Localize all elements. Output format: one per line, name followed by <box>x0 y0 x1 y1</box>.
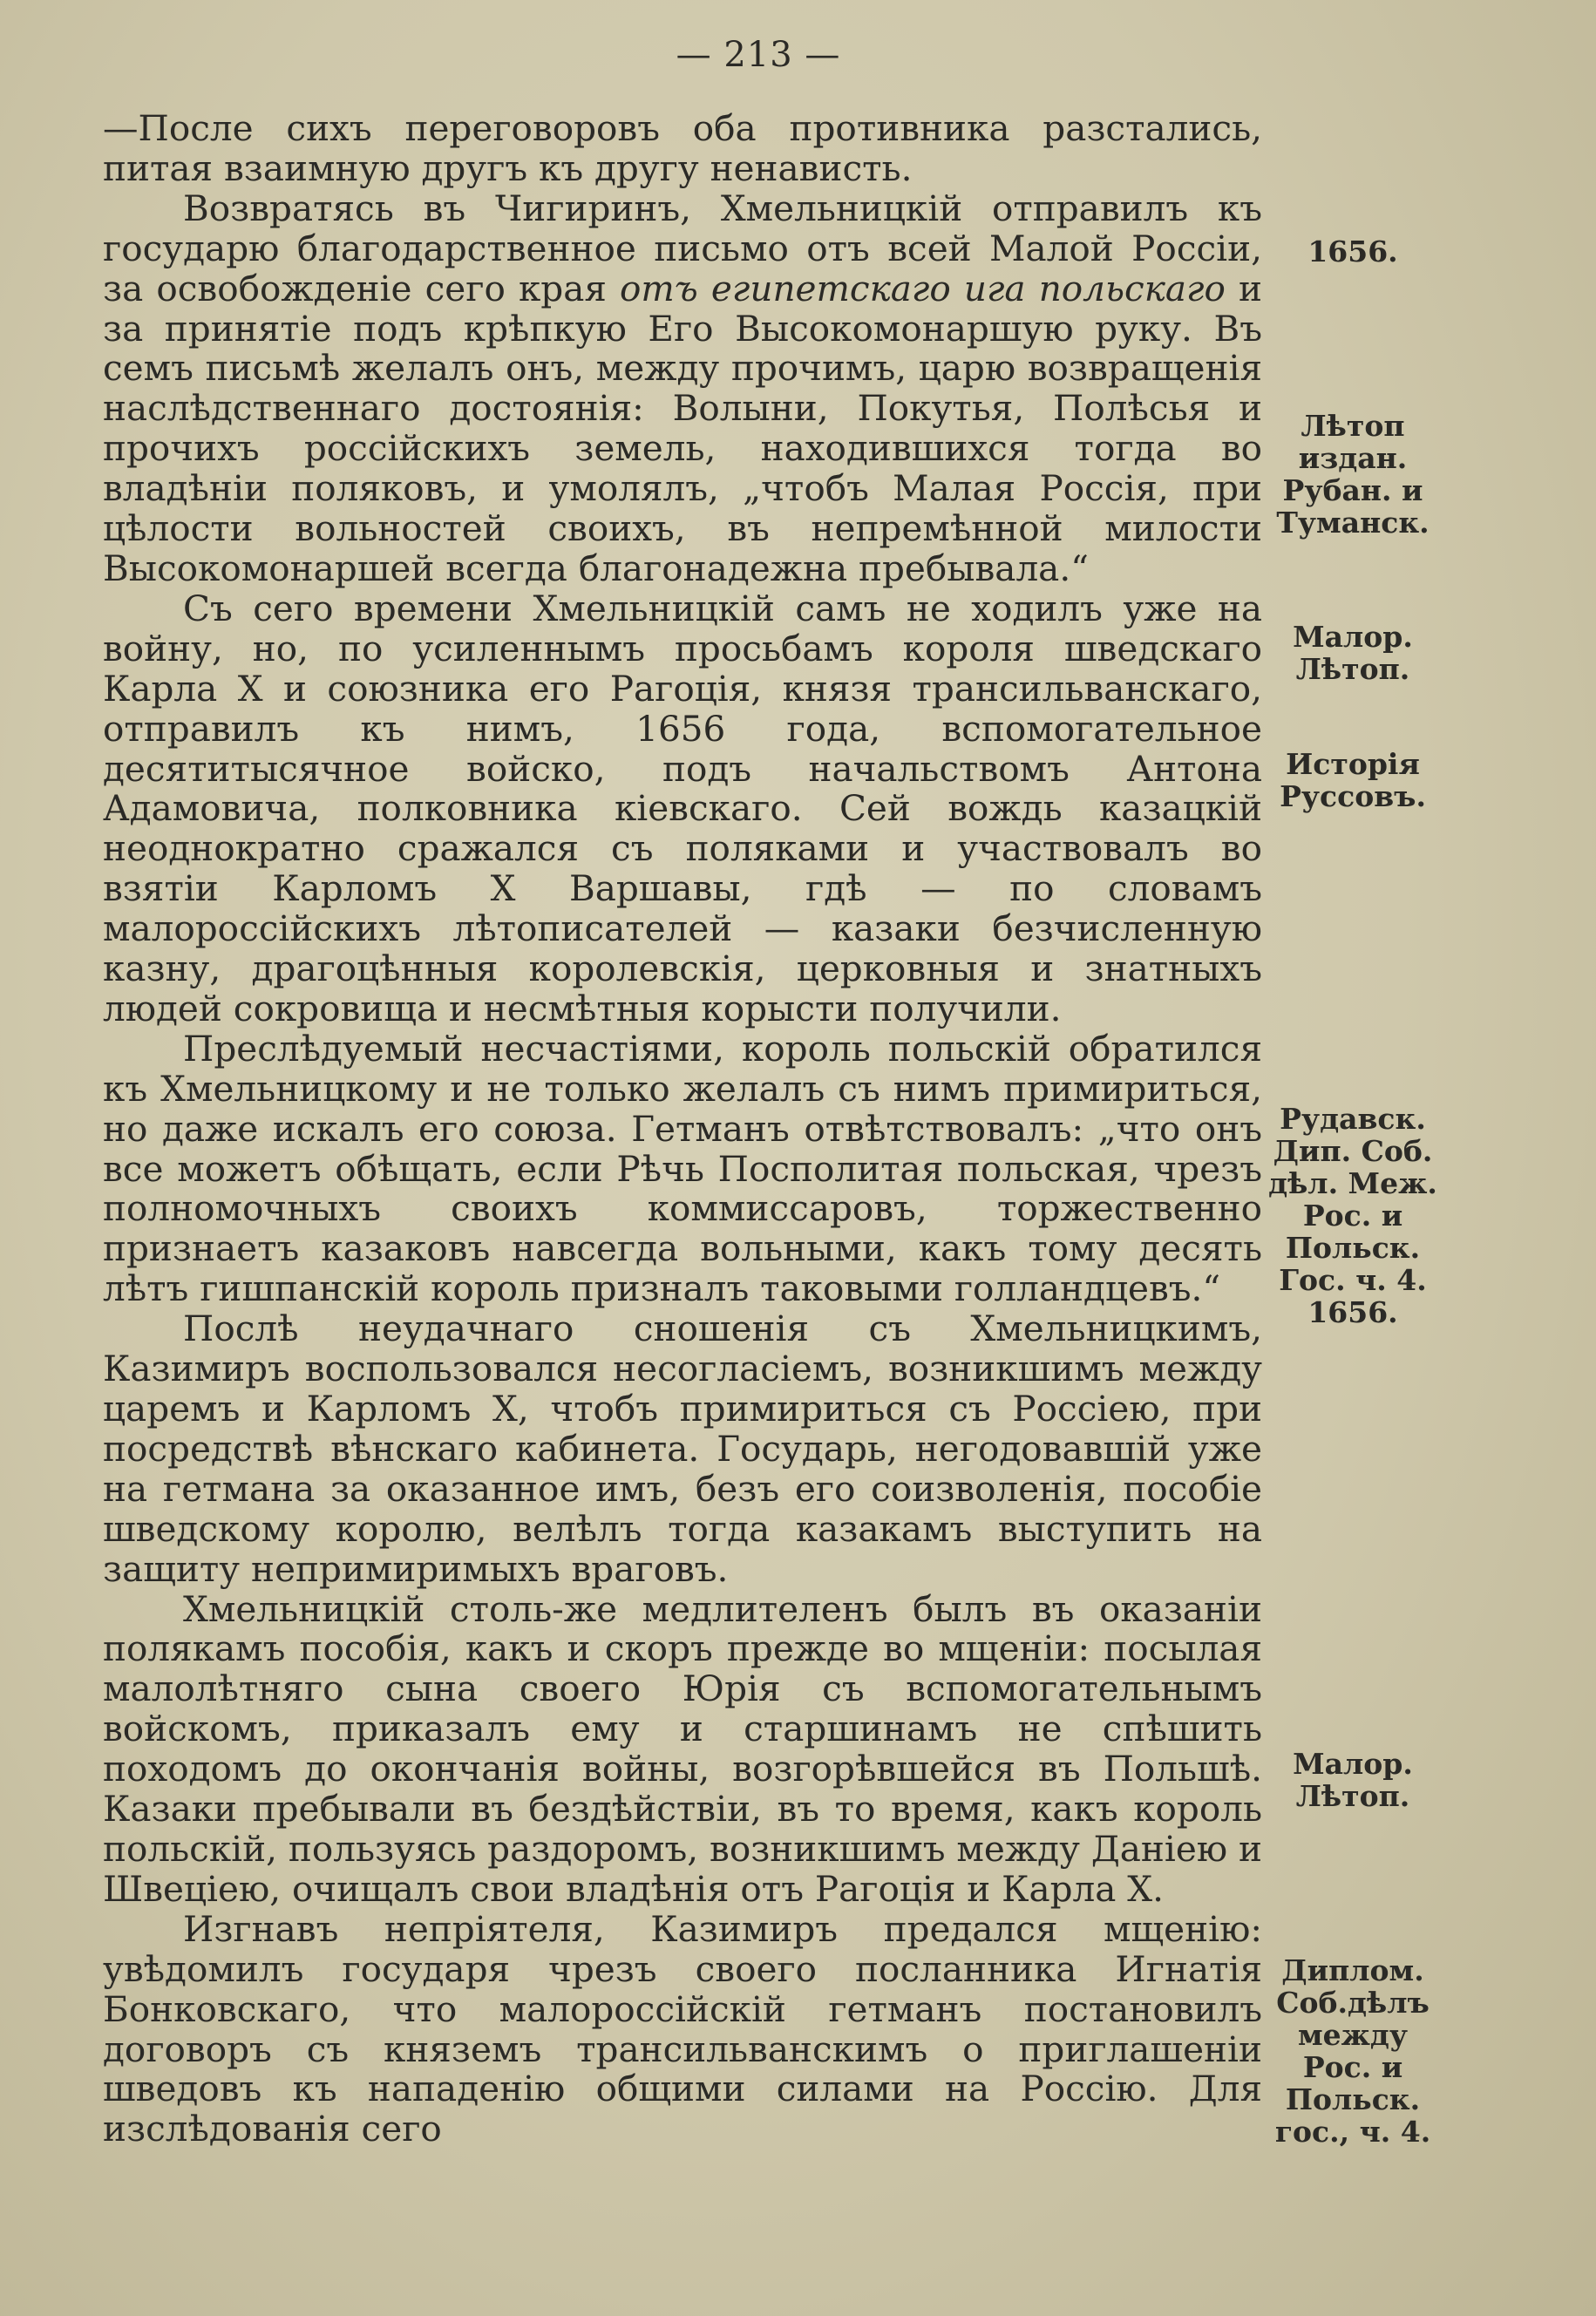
margin-note-line: Рос. и <box>1302 1199 1403 1233</box>
margin-note-line: Руссовъ. <box>1280 779 1426 813</box>
margin-note-line: гос., ч. 4. <box>1274 2115 1431 2149</box>
margin-note-line: Польск. <box>1285 2082 1421 2116</box>
margin-note-line: Диплом. <box>1281 1953 1424 1987</box>
paragraph-6 <box>103 1587 1262 1910</box>
paragraph-4-text: Преслѣдуемый несчастіями, король польскій обратился къ Хмельницкому и не только желалъ съ нимъ примириться, но даже искалъ его союза. Гетманъ отвѣтствовалъ: „что онъ все можетъ обѣщать, если Рѣчь Посполитая польская, чрезъ полномочныхъ своихъ коммиссаровъ, торжественно признаетъ казаковъ навсегда вольными, какъ тому десять лѣтъ гишпанскій король призналъ таковыми голландцевъ.“ <box>103 1027 1262 1310</box>
margin-note-line: Лѣтоп. <box>1295 1779 1410 1813</box>
paragraph-2 <box>103 189 1262 589</box>
paragraph-6-text: Хмельницкій столь-же медлителенъ былъ въ оказаніи полякамъ пособія, какъ и скоръ прежде во мщеніи: посылая малолѣтняго сына своего Юрія съ вспомогательнымъ войскомъ, приказалъ ему и старшинамъ не спѣшить походомъ до окончанія войны, возгорѣвшейся въ Польшѣ. Казаки пребывали въ бездѣйствіи, въ то время, какъ король польскій, пользуясь раздоромъ, возникшимъ между Даніею и Швеціею, очищалъ свои владѣнія отъ Рагоція и Карла X. <box>103 1587 1262 1910</box>
margin-note-line: Туманск. <box>1276 506 1430 540</box>
margin-note-line: Малор. <box>1293 1747 1413 1781</box>
margin-note-line: Рудавск. <box>1280 1102 1426 1136</box>
margin-note-istoria-russov <box>1266 748 1440 812</box>
margin-note-line: Гос. ч. 4. <box>1279 1263 1427 1297</box>
margin-note-line: Рубан. и <box>1282 473 1423 507</box>
margin-note-line: Лѣтоп <box>1301 409 1405 443</box>
paragraph-2-italic-phrase: отъ египетскаго ига польскаго <box>620 267 1226 309</box>
paragraph-3-text: Съ сего времени Хмельницкій самъ не ходилъ уже на войну, но, по усиленнымъ просьбамъ короля шведскаго Карла X и союзника его Рагоція, князя трансильванскаго, отправилъ къ нимъ, 1656 года, вспомогательное десятитысячное войско, подъ начальствомъ Антона Адамовича, полковника кіевскаго. Сей вождь казацкій неоднократно сражался съ поляками и участвовалъ во взятіи Карломъ X Варшавы, гдѣ — по словамъ малороссійскихъ лѣтописателей — казаки безчисленную казну, драгоцѣнныя королевскія, церковныя и знатныхъ людей сокровища и несмѣтныя корысти получили. <box>103 587 1262 1029</box>
margin-note-line: Лѣтоп. <box>1295 652 1410 686</box>
paragraph-2-text-a: Возвратясь въ Чигиринъ, Хмельницкій отправилъ къ государю благодарственное письмо отъ всей Малой Россіи, за освобожденіе сего края <box>103 187 1262 309</box>
margin-note-line: Исторія <box>1286 747 1420 781</box>
paragraph-3 <box>103 589 1262 1029</box>
paragraph-1 <box>103 109 1262 189</box>
paragraph-1-text: —После сихъ переговоровъ оба противника разстались, питая взаимную другъ къ другу ненависть. <box>103 107 1262 189</box>
paragraph-4 <box>103 1029 1262 1309</box>
paragraph-5-text: Послѣ неудачнаго сношенія съ Хмельницкимъ, Казимиръ воспользовался несогласіемъ, возникшимъ между царемъ и Карломъ X, чтобъ примириться съ Россіею, при посредствѣ вѣнскаго кабинета. Государь, негодовавшій уже на гетмана за оказанное имъ, безъ его соизволенія, пособіе шведскому королю, велѣлъ тогда казакамъ выступить на защиту непримиримыхъ враговъ. <box>103 1307 1262 1590</box>
margin-note-line: 1656. <box>1307 234 1398 268</box>
margin-note-diplom <box>1266 1954 1440 2148</box>
margin-note-line: Соб.дѣлъ <box>1276 1986 1430 2020</box>
margin-note-year-1656 <box>1266 235 1440 268</box>
margin-note-line: издан. <box>1298 441 1408 475</box>
page-number: — 213 — <box>676 35 841 75</box>
margin-note-line: между <box>1297 2018 1409 2052</box>
margin-note-letop-rubana <box>1266 410 1440 539</box>
margin-note-line: Рос. и <box>1302 2050 1403 2084</box>
margin-note-line: Малор. <box>1293 620 1413 654</box>
margin-note-malor-letop-2 <box>1266 1748 1440 1812</box>
margin-note-rudavsk <box>1266 1103 1440 1328</box>
paragraph-7 <box>103 1907 1262 2150</box>
paragraph-2-text-b: и за принятіе подъ крѣпкую Его Высокомонаршую руку. Въ семъ письмѣ желалъ онъ, между прочимъ, царю возвращенія наслѣдственнаго достоянія: Волыни, Покутья, Полѣсья и прочихъ россійскихъ земель, находившихся тогда во владѣніи поляковъ, и умолялъ, „чтобъ Малая Россія, при цѣлости вольностей своихъ, въ непремѣнной милости Высокомонаршей всегда благонадежна пребывала.“ <box>103 267 1262 589</box>
margin-note-line: Польск. <box>1285 1231 1421 1265</box>
paragraph-7-text: Изгнавъ непріятеля, Казимиръ предался мщенію: увѣдомилъ государя чрезъ своего посланника Игнатія Бонковскаго, что малороссійскій гетманъ постановилъ договоръ съ княземъ трансильванскимъ о приглашеніи шведовъ къ нападенію общими силами на Россію. Для изслѣдованія сего <box>103 1907 1262 2150</box>
margin-note-line: дѣл. Меж. <box>1268 1166 1437 1200</box>
margin-note-line: Дип. Соб. <box>1273 1134 1433 1168</box>
main-text <box>103 109 1262 2150</box>
margin-note-line: 1656. <box>1307 1295 1398 1329</box>
paragraph-5 <box>103 1309 1262 1589</box>
margin-note-malor-letop-1 <box>1266 621 1440 685</box>
